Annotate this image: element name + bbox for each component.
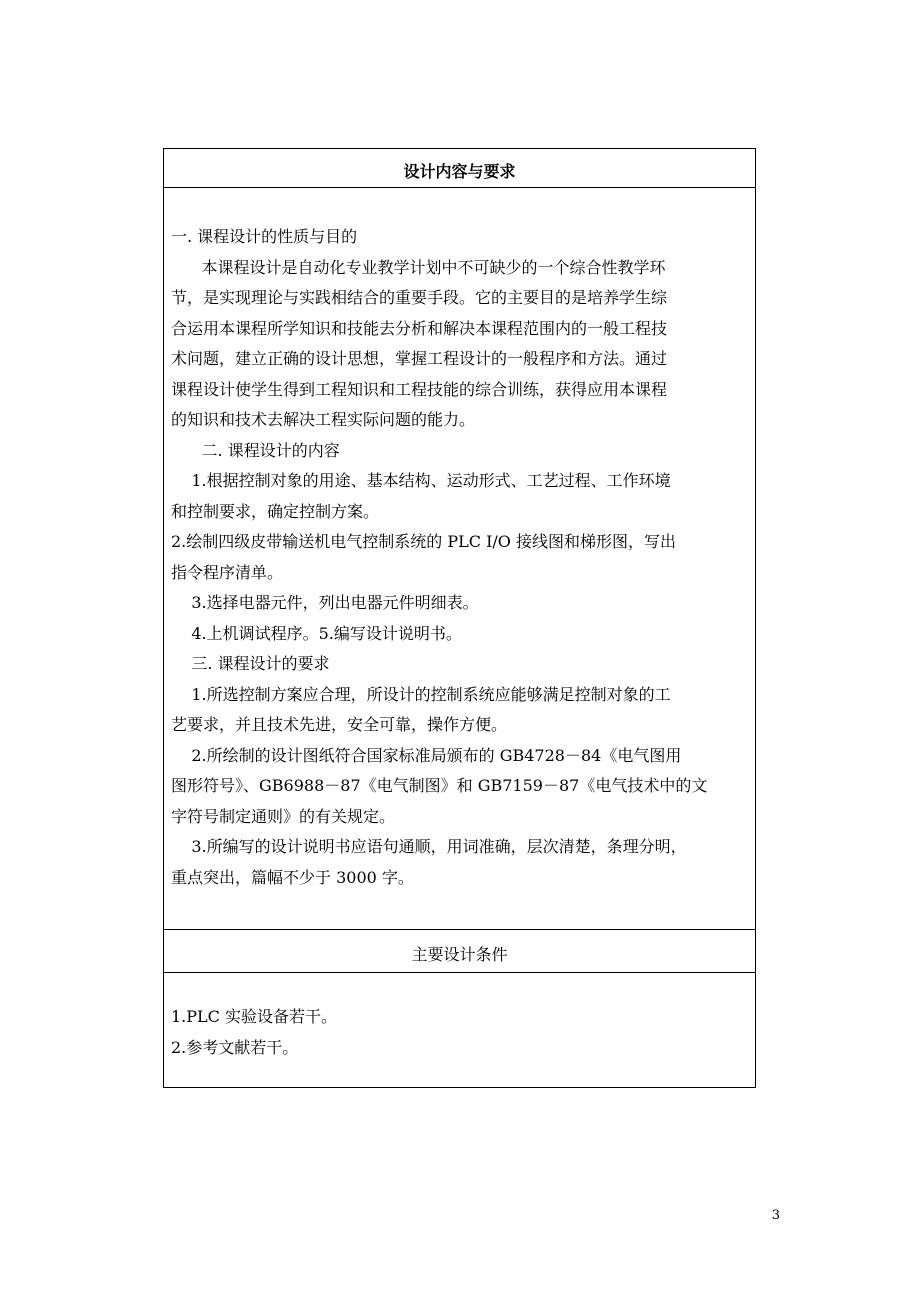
design-form-table [163,148,756,1088]
text-line: 术问题，建立正确的设计思想，掌握工程设计的一般程序和方法。通过 [171,349,668,368]
text-line: 合运用本课程所学知识和技能去分析和解决本课程范围内的一般工程技 [171,318,668,338]
text-line: 字符号制定通则》的有关规定。 [171,806,396,826]
text-line: 2.绘制四级皮带输送机电气控制系统的 PLC I/O 接线图和梯形图，写出 [171,532,676,551]
text-line: 3.所编写的设计说明书应语句通顺，用词准确，层次清楚，条理分明， [171,837,687,856]
text-line: 课程设计使学生得到工程知识和工程技能的综合训练，获得应用本课程 [171,379,668,399]
section-body-design-conditions [171,1002,753,1063]
text-line: 的知识和技术去解决工程实际问题的能力。 [171,410,476,429]
text-line: 和控制要求，确定控制方案。 [171,501,380,521]
divider [164,187,755,188]
text-line: 艺要求，并且技术先进，安全可靠，操作方便。 [171,715,508,734]
text-line: 指令程序清单。 [171,562,284,582]
text-line: 4.上机调试程序。5.编写设计说明书。 [171,623,462,643]
text-line: 2.所绘制的设计图纸符合国家标准局颁布的 GB4728－84《电气图用 [171,745,682,765]
text-line: 3.选择电器元件，列出电器元件明细表。 [171,593,479,612]
text-line: 1.PLC 实验设备若干。 [171,1007,337,1026]
text-line: 1.根据控制对象的用途、基本结构、运动形式、工艺过程、工作环境 [171,471,671,490]
section-body-design-content [171,222,753,893]
text-line: 2.参考文献若干。 [171,1037,299,1057]
section-title-design-conditions: 主要设计条件 [411,945,508,964]
text-line: 三. 课程设计的要求 [171,654,330,673]
text-line: 二. 课程设计的内容 [171,440,340,460]
text-line: 重点突出，篇幅不少于 3000 字。 [171,867,414,887]
divider [164,972,755,973]
text-line: 一. 课程设计的性质与目的 [171,227,358,246]
text-line: 节，是实现理论与实践相结合的重要手段。它的主要目的是培养学生综 [171,288,668,307]
section-title-design-content: 设计内容与要求 [403,162,516,181]
text-line: 1.所选控制方案应合理，所设计的控制系统应能够满足控制对象的工 [171,684,671,704]
page-number: 3 [771,1208,780,1223]
divider [164,929,755,930]
text-line: 图形符号》、GB6988－87《电气制图》和 GB7159－87《电气技术中的文 [171,776,708,795]
text-line: 本课程设计是自动化专业教学计划中不可缺少的一个综合性教学环 [171,257,666,277]
